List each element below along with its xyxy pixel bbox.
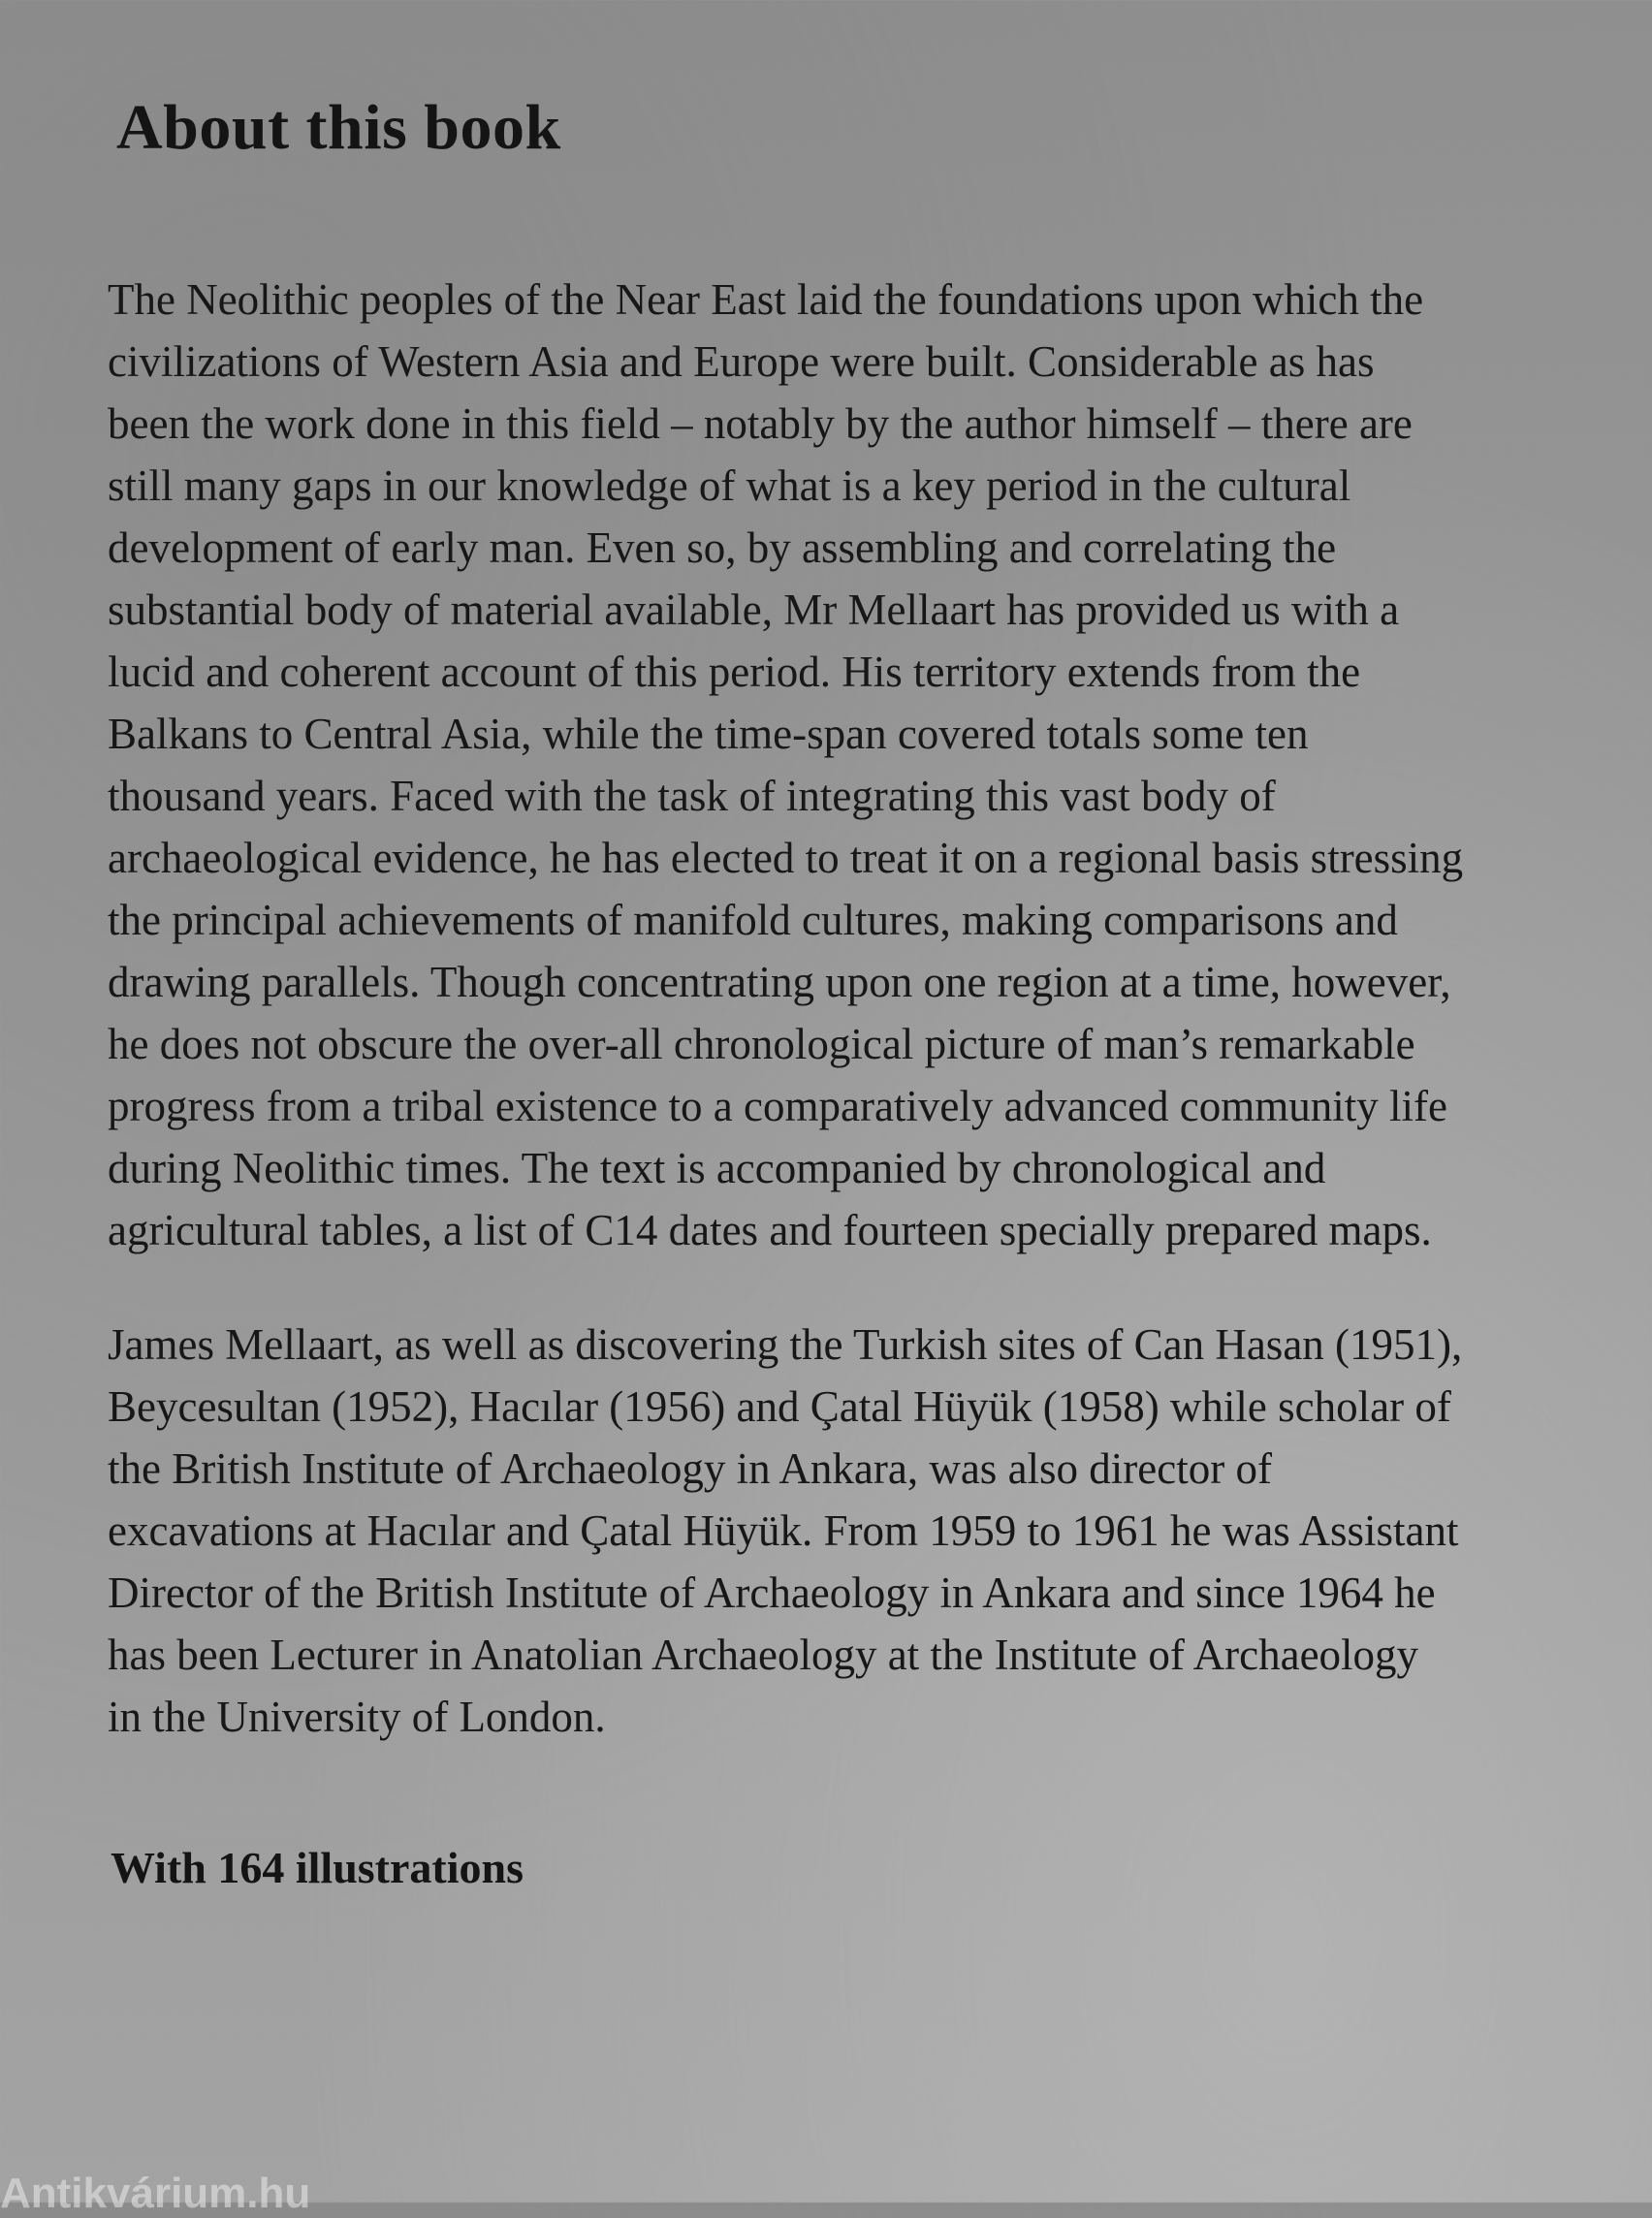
text-line: thousand years. Faced with the task of integrating this vast body of	[108, 772, 1276, 820]
text-line: during Neolithic times. The text is accompanied by chronological and	[108, 1144, 1326, 1192]
text-line: Balkans to Central Asia, while the time-span covered totals some ten	[108, 710, 1309, 758]
text-line: substantial body of material available, Mr Mellaart has provided us with a	[108, 586, 1400, 634]
text-line: the British Institute of Archaeology in Ankara, was also director of	[108, 1444, 1272, 1493]
text-line: drawing parallels. Though concentrating upon one region at a time, however,	[108, 958, 1451, 1006]
text-line: Director of the British Institute of Archaeology in Ankara and since 1964 he	[108, 1568, 1436, 1617]
text-line: The Neolithic peoples of the Near East laid the foundations upon which the	[108, 275, 1424, 324]
text-line: development of early man. Even so, by assembling and correlating the	[108, 523, 1337, 572]
watermark: Antikvárium.hu	[0, 2170, 311, 2217]
text-line: progress from a tribal existence to a comparatively advanced community life	[108, 1082, 1447, 1130]
text-line: in the University of London.	[108, 1693, 606, 1741]
text-line: civilizations of Western Asia and Europe were built. Considerable as has	[108, 337, 1375, 386]
book-description-paragraph	[108, 269, 1601, 1261]
text-line: Beycesultan (1952), Hacılar (1956) and Çatal Hüyük (1958) while scholar of	[108, 1382, 1451, 1431]
text-line: James Mellaart, as well as discovering the Turkish sites of Can Hasan (1951),	[108, 1320, 1463, 1369]
page-title: About this book	[116, 92, 561, 163]
text-line: archaeological evidence, he has elected to treat it on a regional basis stressing	[108, 834, 1464, 882]
text-line: agricultural tables, a list of C14 dates and fourteen specially prepared maps.	[108, 1206, 1432, 1254]
author-bio-paragraph	[108, 1314, 1601, 1748]
text-line: has been Lecturer in Anatolian Archaeology at the Institute of Archaeology	[108, 1631, 1419, 1679]
text-line: still many gaps in our knowledge of what is a key period in the cultural	[108, 461, 1351, 510]
text-line: he does not obscure the over-all chronological picture of man’s remarkable	[108, 1020, 1415, 1068]
text-line: the principal achievements of manifold cultures, making comparisons and	[108, 896, 1398, 944]
text-line: lucid and coherent account of this period. His territory extends from the	[108, 648, 1361, 696]
text-line: excavations at Hacılar and Çatal Hüyük. From 1959 to 1961 he was Assistant	[108, 1506, 1459, 1555]
illustrations-count: With 164 illustrations	[111, 1843, 524, 1892]
text-line: been the work done in this field – notably by the author himself – there are	[108, 399, 1413, 448]
